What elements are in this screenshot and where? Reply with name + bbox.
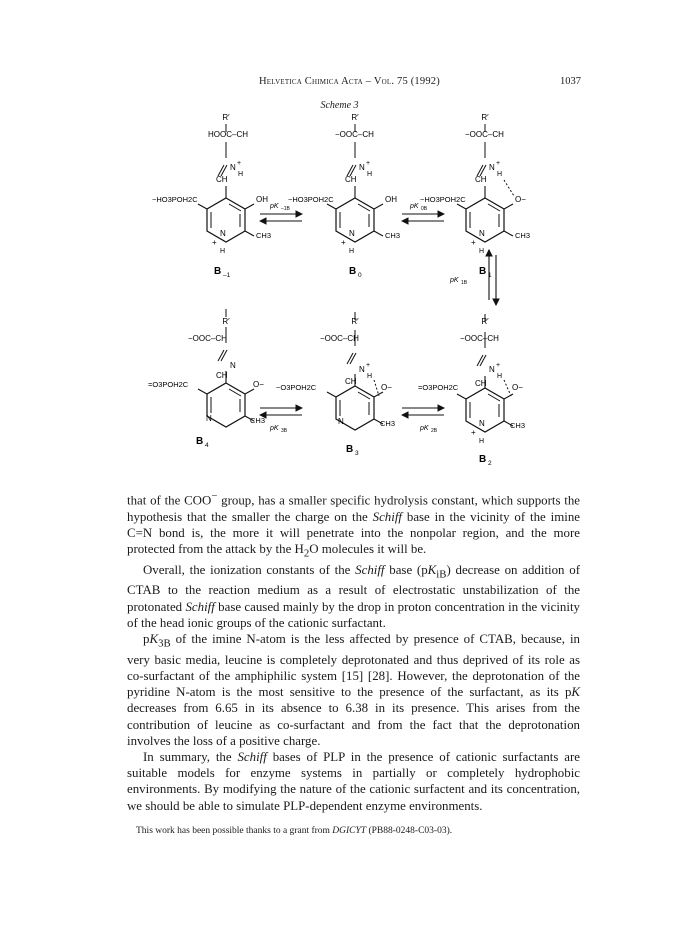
paragraph-1: that of the COO− group, has a smaller specific hydrolysis constant, which supports the hypothesis that the smaller the charge on the Schiff base in the vicinity of the imine C=N bond is, the more it will penetrate into the nonpolar region, and the more protected from the attack by the $H_2O$ molecules it will be. [127,490,581,560]
svg-text:−OOC–CH: −OOC–CH [460,334,499,343]
svg-text:pK: pK [270,203,279,210]
svg-text:+: + [496,160,501,167]
svg-text:O−: O− [381,383,392,392]
page-number: 1037 [560,76,581,87]
svg-text:CH: CH [216,175,228,184]
svg-text:CH: CH [345,377,357,386]
scheme-title: Scheme 3 [320,100,359,111]
svg-text:+: + [366,160,371,167]
svg-text:HOOC–CH: HOOC–CH [208,130,249,139]
svg-text:CH3: CH3 [515,231,531,240]
species-b2 [418,314,525,467]
svg-text:1: 1 [488,272,492,279]
species-b1 [420,113,530,279]
paragraph-4: In summary, the Schiff bases of PLP in the presence of cationic surfactants are suitable models for enzyme systems in partially or completely hydrophobic environments. By modifying the nature of the cationic surfactent and its concentration, we should be able to simulate PLP-dependent enzyme environments. [127,750,580,813]
svg-text:H: H [220,248,226,255]
svg-text:CH3: CH3 [250,416,266,425]
svg-text:pK: pK [270,425,279,432]
reaction-scheme [130,110,550,470]
equilibrium-b4-b3 [260,408,302,434]
svg-text:−HO3POH2C: −HO3POH2C [152,195,198,204]
svg-text:N: N [230,361,236,370]
svg-text:CH: CH [216,371,228,380]
svg-text:CH3: CH3 [380,419,396,428]
svg-text:H: H [367,171,373,178]
svg-text:OH: OH [385,195,397,204]
svg-text:+: + [341,238,346,247]
species-b4 [148,309,265,449]
equilibrium-b-minus-1-b0 [260,203,302,221]
svg-text:−HO3POH2C: −HO3POH2C [288,195,334,204]
svg-text:B: B [346,444,354,455]
svg-text:CH: CH [345,175,357,184]
svg-text:pK: pK [410,203,419,210]
svg-text:H: H [479,248,485,255]
svg-text:CH: CH [475,175,487,184]
svg-text:−O3POH2C: −O3POH2C [276,383,317,392]
svg-text:H: H [479,438,485,445]
svg-text:N: N [489,163,495,172]
svg-text:CH3: CH3 [256,231,272,240]
svg-text:2B: 2B [431,428,438,434]
svg-text:N: N [349,229,355,238]
svg-text:−HO3POH2C: −HO3POH2C [420,195,466,204]
svg-text:B: B [214,266,222,277]
svg-text:R′: R′ [222,317,230,326]
svg-text:N: N [220,229,226,238]
svg-text:−OOC–CH: −OOC–CH [320,334,359,343]
paragraph-2: Overall, the ionization constants of the Schiff base $(pK_{iB})$ decrease on addition of CTAB to the reaction medium as a result of electrostatic unstabilization of the protonated Schiff base caused mainly by the drop in proton concentration in the vicinity of the head ionic groups of the cationic surfactant. [127,562,580,630]
svg-text:3B: 3B [281,428,288,434]
svg-text:4: 4 [205,442,209,449]
svg-text:OH: OH [256,195,268,204]
svg-text:–1B: –1B [281,206,290,212]
svg-text:H: H [349,248,355,255]
svg-text:1B: 1B [461,280,468,286]
svg-text:B: B [479,454,487,465]
svg-text:H: H [238,171,244,178]
svg-text:CH3: CH3 [510,421,526,430]
svg-text:+: + [212,238,217,247]
svg-text:pK: pK [420,425,429,432]
svg-text:CH: CH [475,379,487,388]
equilibrium-b3-b2 [402,408,444,434]
svg-text:CH3: CH3 [385,231,401,240]
svg-text:+: + [496,362,501,369]
svg-text:R′: R′ [481,113,489,122]
svg-text:+: + [471,428,476,437]
svg-text:N: N [338,417,344,426]
svg-text:N: N [206,414,212,423]
svg-text:N: N [359,365,365,374]
svg-text:N: N [489,365,495,374]
svg-text:O−: O− [512,383,523,392]
svg-text:R′: R′ [222,113,230,122]
paragraph-3: $pK_{3B}$ of the imine N-atom is the less affected by presence of CTAB, because, in very basic media, leucine is completely deprotonated and thus deprived of its role as co-surfactant of the amphiphilic system [15] [28]. However, the deprotonation of the pyridine N-atom is the most sensitive to the presence of the surfactant, as its pK decreases from 6.65 in its absence to 6.38 in its presence. This arises from the contribution of leucine as co-surfactant and from the fact that the deprotonation involves the loss of a positive charge. [127,632,580,748]
journal-title [259,76,440,87]
species-b0 [288,113,400,279]
journal-name: Helvetica Chimica Acta [259,76,363,87]
svg-text:−OOC–CH: −OOC–CH [335,130,374,139]
svg-text:N: N [479,419,485,428]
svg-text:B: B [479,266,487,277]
species-b3 [276,312,395,457]
svg-text:H: H [497,171,503,178]
svg-text:N: N [479,229,485,238]
svg-text:+: + [366,362,371,369]
svg-text:−OOC–CH: −OOC–CH [465,130,504,139]
svg-text:0: 0 [358,272,362,279]
svg-text:R′: R′ [351,317,359,326]
svg-text:–1: –1 [223,272,231,279]
svg-text:N: N [359,163,365,172]
svg-text:pK: pK [450,277,459,284]
svg-text:O−: O− [515,195,526,204]
journal-volume: – Vol. 75 (1992) [365,76,440,87]
equilibrium-b0-b1 [402,203,444,221]
svg-text:2: 2 [488,460,492,467]
svg-text:H: H [497,373,503,380]
acknowledgement-footnote: This work has been possible thanks to a grant from DGICYT (PB88-0248-C03-03). [136,826,453,836]
svg-text:+: + [471,238,476,247]
svg-text:0B: 0B [421,206,428,212]
svg-text:B: B [349,266,357,277]
equilibrium-b1-b2 [449,250,496,305]
svg-text:−OOC–CH: −OOC–CH [188,334,227,343]
svg-text:=O3POH2C: =O3POH2C [418,383,459,392]
svg-text:R′: R′ [481,317,489,326]
svg-text:B: B [196,436,204,447]
svg-text:+: + [237,160,242,167]
svg-text:N: N [230,163,236,172]
svg-text:=O3POH2C: =O3POH2C [148,380,189,389]
svg-text:R′: R′ [351,113,359,122]
svg-text:O−: O− [253,380,264,389]
body-text [127,488,580,814]
species-b-minus-1 [152,113,271,279]
svg-text:H: H [367,373,373,380]
svg-text:3: 3 [355,450,359,457]
